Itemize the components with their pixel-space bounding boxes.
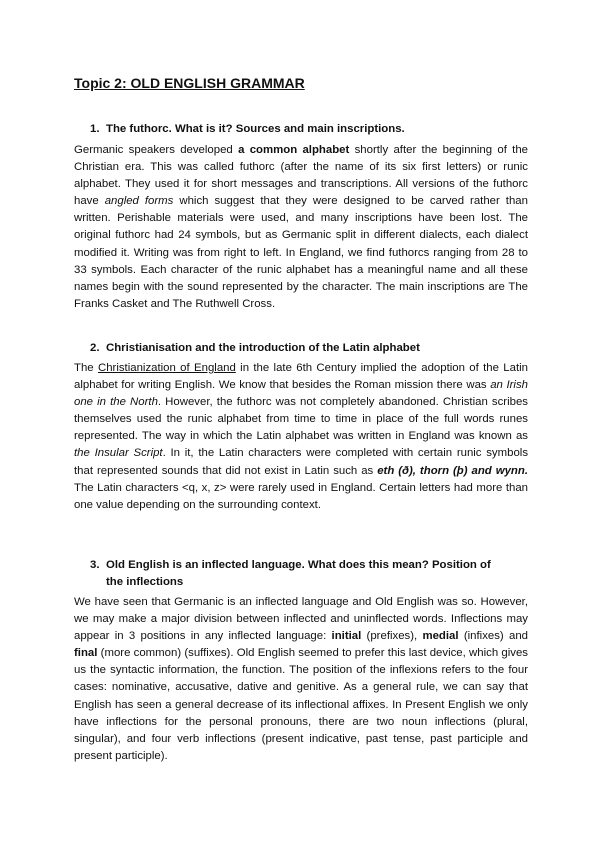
text-run: (infixes) and <box>458 630 528 643</box>
section-paragraph-futhorc <box>74 142 528 313</box>
text-run-italic: the Insular Script <box>74 447 163 460</box>
text-run: (prefixes), <box>361 630 423 643</box>
text-run-italic: angled forms <box>104 195 174 208</box>
section-heading-futhorc <box>90 121 530 138</box>
section-paragraph-christianisation <box>74 360 528 514</box>
text-run-bold: final <box>74 647 98 660</box>
text-run-italic: an Irish one in the North <box>74 379 528 409</box>
text-run: shortly after the beginning of the Christian era. This was called futhorc (after the name of its six first letters) or runic alphabet. They used it for short messages and transcriptions. All versions of the futhorc have <box>74 144 529 208</box>
text-run: The Latin characters <q, x, z> were rarely used in England. Certain letters had more than one value depending on the surrounding context. <box>74 481 528 511</box>
text-run: We have seen that Germanic is an inflected language and Old English was so. However, we may make a major division between inflected and uninflected words. Inflections may appear in 3 positions in any inflected language: <box>74 596 528 643</box>
section-number: 2. <box>90 342 100 354</box>
section-heading-inflections <box>90 557 530 591</box>
section-paragraph-inflections <box>74 594 528 765</box>
text-run: in the late 6th Century implied the adoption of the Latin alphabet for writing English. We know that besides the Roman mission there was <box>74 362 528 392</box>
section-heading-text: Christianisation and the introduction of the Latin alphabet <box>106 342 420 354</box>
section-heading-continuation: the inflections <box>106 576 184 588</box>
text-run-bold: initial <box>331 630 362 643</box>
section-heading-christianisation <box>90 340 530 357</box>
page-title: Topic 2: OLD ENGLISH GRAMMAR <box>74 75 305 91</box>
text-run: . However, the futhorc was not completely abandoned. Christian scribes themselves used the runic alphabet from time to time in place of the full words runes represented. The way in which the Latin alphabet was written in England was known as <box>74 396 528 443</box>
section-heading-text: The futhorc. What is it? Sources and main inscriptions. <box>106 123 405 135</box>
text-run: . In it, the Latin characters were completed with certain runic symbols that represented sounds that did not exist in Latin such as <box>74 447 529 477</box>
section-number: 1. <box>90 123 100 135</box>
text-run: which suggest that they were designed to be carved rather than written. Perishable materials were used, and many inscriptions have been lost. The original futhorc had 24 symbols, but as Germanic split in different dialects, each dialect modified it. Writing was from right to left. In England, we find futhorcs ranging from 28 to 33 symbols. Each character of the runic alphabet has a meaningful name and all these names begin with the sound represented by the character. The main inscriptions are The Franks Casket and The Ruthwell Cross. <box>74 195 528 310</box>
text-run: Germanic speakers developed <box>74 144 239 156</box>
text-run-bold: medial <box>422 630 459 643</box>
text-run-underline: Christianization of England <box>97 362 236 374</box>
text-run-bold-italic: eth (ð), thorn (þ) and wynn. <box>377 464 528 477</box>
section-number: 3. <box>90 559 100 571</box>
text-run: (more common) (suffixes). Old English seemed to prefer this last device, which gives us the syntactic information, the function. The position of the inflexions refers to the four cases: nominative, accusative, dative and genitive. As a general rule, we can say that English has seen a general decrease of its inflectional affixes. In Present English we only have inflections for the personal pronouns, there are two noun inflections (plural, singular), and four verb inflections (present indicative, past tense, past participle and present participle). <box>74 647 528 762</box>
text-run: The <box>74 362 98 374</box>
text-run-bold: a common alphabet <box>238 144 350 156</box>
section-heading-text: Old English is an inflected language. What does this mean? Position of <box>106 559 491 571</box>
